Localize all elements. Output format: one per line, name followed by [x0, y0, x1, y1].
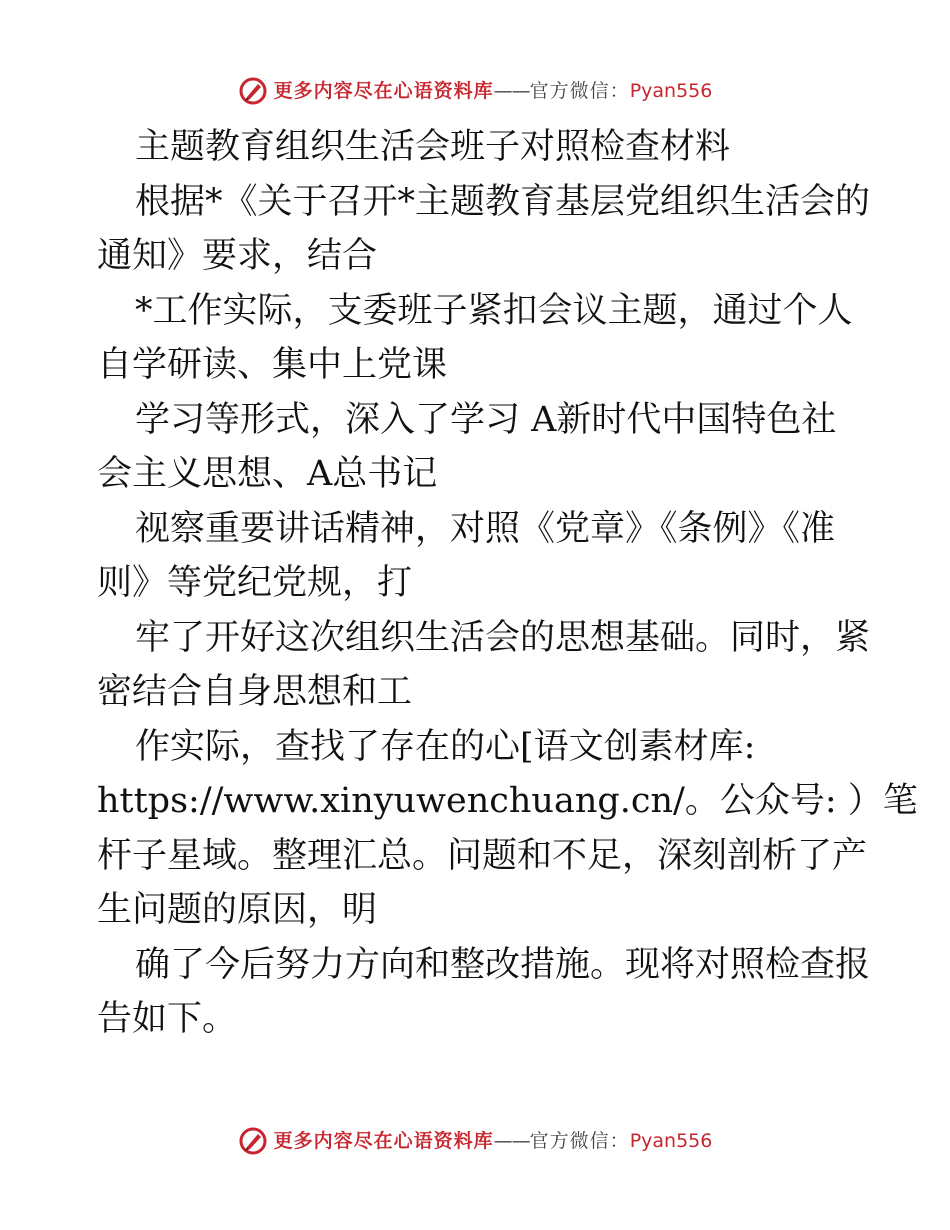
document-title: 主题教育组织生活会班子对照检查材料 [135, 127, 731, 167]
paragraph-line: 视察重要讲话精神，对照《党章》《条例》《准 [135, 508, 836, 549]
paragraph-line: 根据*《关于召开*主题教育基层党组织生活会的 [135, 181, 871, 222]
paragraph-line: 则》等党纪党规，打 [97, 563, 413, 603]
paragraph-line: 生问题的原因，明 [97, 890, 378, 930]
wechat-id: Pyan556 [629, 1130, 713, 1152]
promo-text: 更多内容尽在心语资料库 [273, 1130, 494, 1152]
pen-circle-logo-icon [238, 1126, 268, 1156]
separator-dash: —— [493, 80, 530, 102]
wechat-id: Pyan556 [629, 80, 713, 102]
footer-watermark [0, 1126, 950, 1156]
pen-circle-logo-icon [238, 76, 268, 106]
paragraph-line-url: https://www.xinyuwenchuang.cn/。公众号: ）笔 [97, 781, 918, 821]
paragraph-line: 密结合自身思想和工 [97, 672, 413, 712]
paragraph-line: 会主义思想、A总书记 [97, 454, 438, 494]
paragraph-line: 自学研读、集中上党课 [97, 345, 448, 385]
document-body [97, 120, 918, 1047]
paragraph-line: 告如下。 [97, 999, 238, 1039]
paragraph-line: 学习等形式，深入了学习 A新时代中国特色社 [135, 399, 837, 440]
separator-dash: —— [493, 1130, 530, 1152]
paragraph-line: 通知》要求，结合 [97, 236, 378, 276]
paragraph-line: 确了今后努力方向和整改措施。现将对照检查报 [135, 944, 871, 985]
paragraph-line: 牢了开好这次组织生活会的思想基础。同时，紧 [135, 617, 871, 658]
paragraph-line: 杆子星域。整理汇总。问题和不足，深刻剖析了产 [97, 835, 868, 876]
promo-text: 更多内容尽在心语资料库 [273, 80, 494, 102]
official-wechat-label: 官方微信： [529, 1130, 630, 1152]
header-watermark [0, 76, 950, 106]
official-wechat-label: 官方微信： [529, 80, 630, 102]
paragraph-line: *工作实际，支委班子紧扣会议主题，通过个人 [135, 290, 853, 331]
paragraph-line: 作实际，查找了存在的心[语文创素材库: [135, 726, 756, 767]
